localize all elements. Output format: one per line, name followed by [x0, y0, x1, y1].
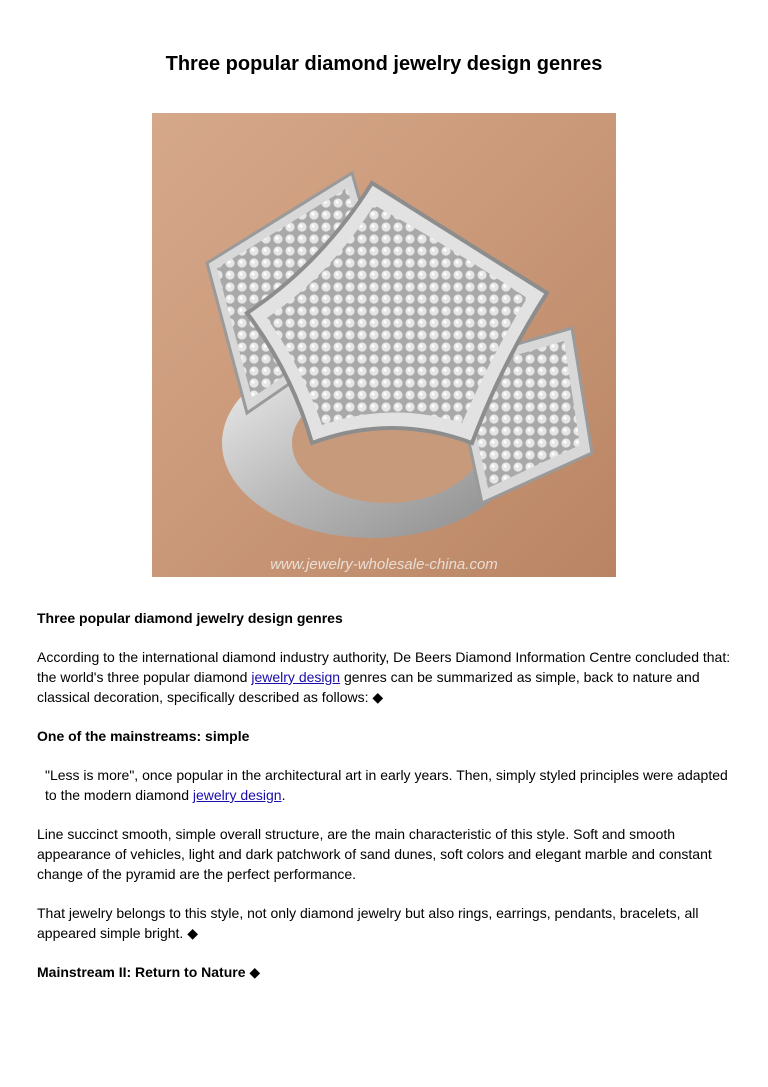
document-title: Three popular diamond jewelry design genres [165, 53, 603, 75]
section-heading-simple: One of the mainstreams: simple [37, 728, 250, 744]
intro-paragraph: According to the international diamond industry authority, De Beers Diamond Information Centre concluded that: the world's three popular diamond jewelry design genres can be summarized as simple, back to nature and classical decoration, specifically described as follows: ◆ [37, 649, 731, 705]
jewelry-design-link[interactable]: jewelry design [251, 669, 341, 685]
jewelry-design-link[interactable]: jewelry design [192, 787, 282, 803]
section-heading-nature: Mainstream II: Return to Nature ◆ [37, 964, 261, 980]
less-is-more-paragraph: "Less is more", once popular in the architectural art in early years. Then, simply styled principles were adapted to the modern diamond jewelry design. [45, 767, 728, 803]
photo-watermark: www.jewelry-wholesale-china.com [270, 556, 498, 573]
style-examples-paragraph: That jewelry belongs to this style, not only diamond jewelry but also rings, earrings, pendants, bracelets, all appeared simple bright. ◆ [37, 905, 699, 941]
article-heading: Three popular diamond jewelry design genres [37, 610, 343, 626]
ring-photo [152, 113, 616, 577]
style-characteristics-paragraph: Line succinct smooth, simple overall structure, are the main characteristic of this style. Soft and smooth appearance of vehicles, light and dark patchwork of sand dunes, soft colors and elegant marble and constant change of the pyramid are the perfect performance. [37, 826, 712, 882]
document-body [37, 608, 737, 1001]
